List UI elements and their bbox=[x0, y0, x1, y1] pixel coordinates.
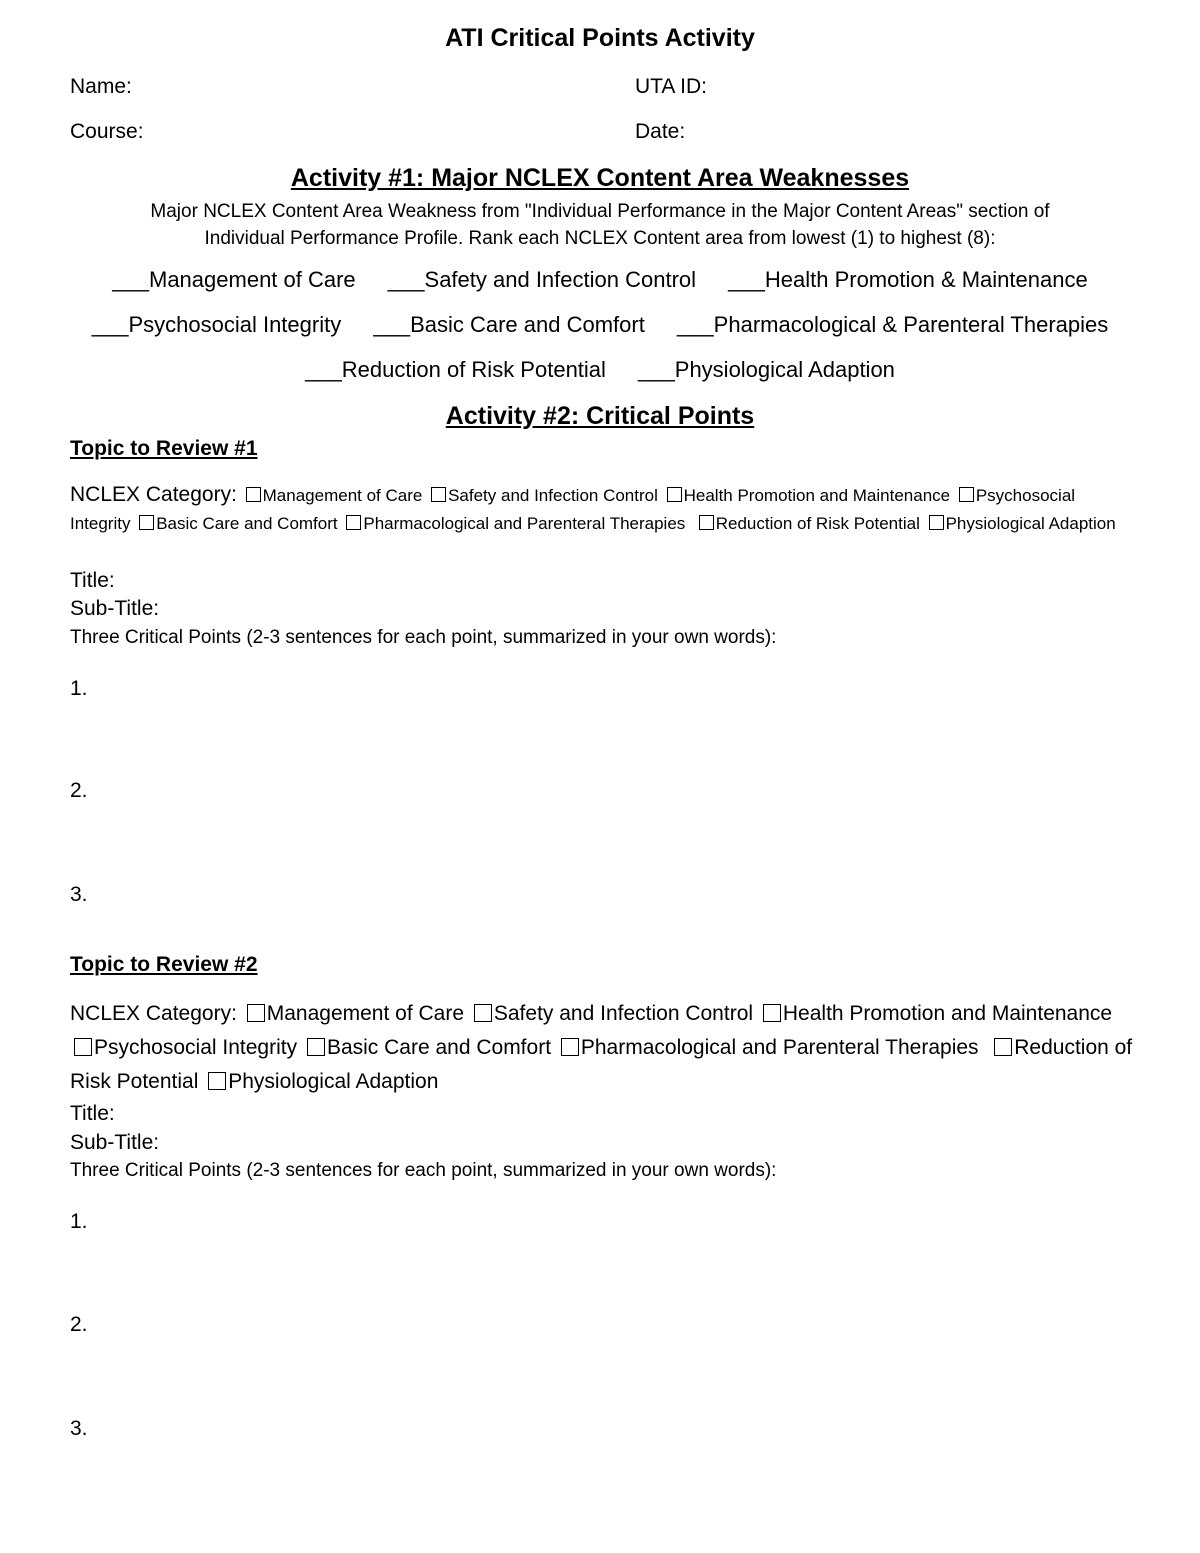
category-label: NCLEX Category: bbox=[70, 483, 237, 506]
rank-item[interactable]: ___Physiological Adaption bbox=[638, 357, 895, 382]
topic2-instructions: Three Critical Points (2-3 sentences for each point, summarized in your own words): bbox=[70, 1160, 777, 1181]
activity2-heading: Activity #2: Critical Points bbox=[445, 402, 755, 430]
topic2-point-1: 1. bbox=[70, 1210, 88, 1233]
checkbox[interactable] bbox=[247, 1004, 265, 1022]
checkbox[interactable] bbox=[959, 487, 974, 502]
topic2-point-3: 3. bbox=[70, 1417, 88, 1440]
rank-item[interactable]: ___Health Promotion & Maintenance bbox=[728, 267, 1088, 292]
topic2-subtitle-label: Sub-Title: bbox=[70, 1131, 160, 1154]
topic1-instructions: Three Critical Points (2-3 sentences for each point, summarized in your own words): bbox=[70, 627, 777, 648]
rank-row-3 bbox=[0, 357, 1200, 383]
checkbox[interactable] bbox=[307, 1038, 325, 1056]
topic1-category-checklist: NCLEX Category: Management of Care Safety and Infection Control Health Promotion and Maintenance Psychosocial Integrity Basic Care and Comfort Pharmacological and Parenteral Therapies Reduction of Risk Potential Physiological Adaption bbox=[70, 483, 1116, 533]
rank-row-2 bbox=[0, 312, 1200, 338]
checkbox[interactable] bbox=[474, 1004, 492, 1022]
activity1-heading: Activity #1: Major NCLEX Content Area Weaknesses bbox=[290, 164, 910, 192]
checkbox[interactable] bbox=[139, 515, 154, 530]
rank-item[interactable]: ___Basic Care and Comfort bbox=[373, 312, 645, 337]
category-label: NCLEX Category: bbox=[70, 1002, 237, 1025]
activity1-description-line1: Major NCLEX Content Area Weakness from "Individual Performance in the Major Content Areas" section of bbox=[150, 201, 1050, 222]
name-field-label: Name: bbox=[70, 75, 132, 98]
topic2-title-label: Title: bbox=[70, 1102, 115, 1125]
checkbox[interactable] bbox=[346, 515, 361, 530]
checkbox[interactable] bbox=[208, 1072, 226, 1090]
document-title: ATI Critical Points Activity bbox=[445, 24, 755, 52]
topic1-subtitle-label: Sub-Title: bbox=[70, 597, 160, 620]
date-field-label: Date: bbox=[635, 120, 686, 143]
topic2-point-2: 2. bbox=[70, 1313, 88, 1336]
topic2-category-checklist: NCLEX Category: Management of Care Safety and Infection Control Health Promotion and Maintenance Psychosocial Integrity Basic Care and Comfort Pharmacological and Parenteral Therapies Reduction of Risk Potential Physiological Adaption bbox=[70, 1002, 1133, 1093]
checkbox[interactable] bbox=[431, 487, 446, 502]
uta-id-field-label: UTA ID: bbox=[635, 75, 707, 98]
checkbox[interactable] bbox=[246, 487, 261, 502]
checkbox[interactable] bbox=[994, 1038, 1012, 1056]
topic1-heading: Topic to Review #1 bbox=[70, 437, 258, 460]
checkbox[interactable] bbox=[929, 515, 944, 530]
topic1-title-label: Title: bbox=[70, 569, 115, 592]
checkbox[interactable] bbox=[561, 1038, 579, 1056]
checkbox[interactable] bbox=[667, 487, 682, 502]
rank-item[interactable]: ___Management of Care bbox=[112, 267, 356, 292]
rank-row-1 bbox=[0, 267, 1200, 293]
activity1-description-line2: Individual Performance Profile. Rank each NCLEX Content area from lowest (1) to highest (8): bbox=[204, 228, 996, 249]
rank-item[interactable]: ___Reduction of Risk Potential bbox=[305, 357, 606, 382]
rank-item[interactable]: ___Pharmacological & Parenteral Therapies bbox=[676, 312, 1109, 337]
rank-item[interactable]: ___Psychosocial Integrity bbox=[91, 312, 342, 337]
topic1-point-3: 3. bbox=[70, 883, 88, 906]
checkbox[interactable] bbox=[763, 1004, 781, 1022]
topic1-point-1: 1. bbox=[70, 677, 88, 700]
topic1-point-2: 2. bbox=[70, 779, 88, 802]
course-field-label: Course: bbox=[70, 120, 144, 143]
topic2-heading: Topic to Review #2 bbox=[70, 953, 258, 976]
checkbox[interactable] bbox=[74, 1038, 92, 1056]
rank-item[interactable]: ___Safety and Infection Control bbox=[387, 267, 697, 292]
checkbox[interactable] bbox=[699, 515, 714, 530]
